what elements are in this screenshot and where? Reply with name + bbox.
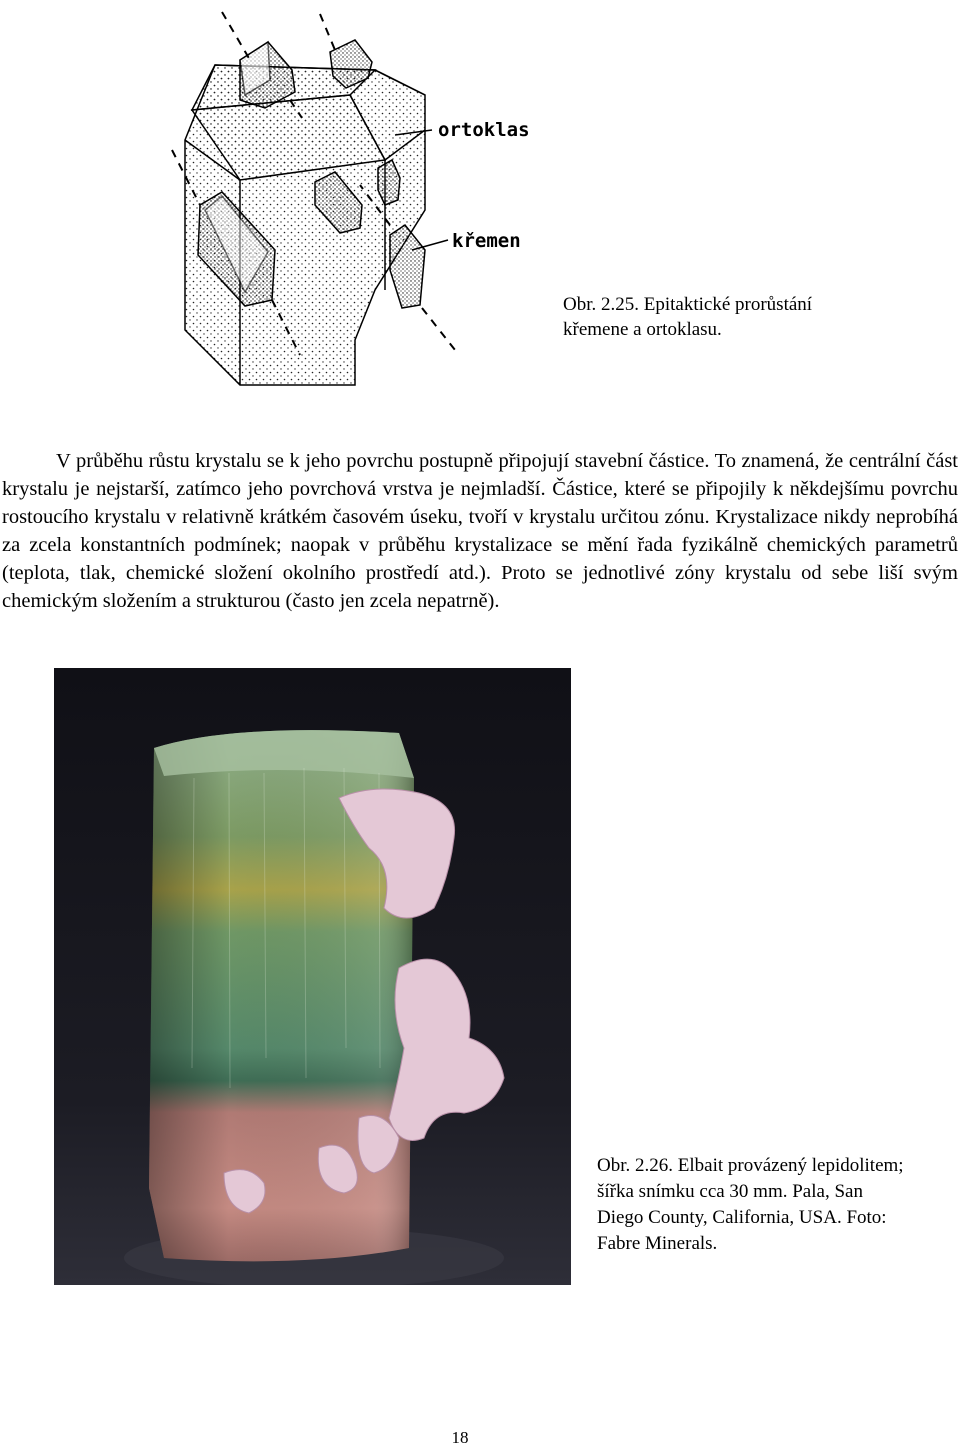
figure2-caption: [597, 1153, 959, 1257]
figure2-caption-line4: Fabre Minerals.: [597, 1233, 718, 1254]
figure1-caption-line2: křemene a ortoklasu.: [563, 319, 722, 340]
quartz-label: křemen: [452, 230, 521, 252]
figure2-caption-line3: Diego County, California, USA. Foto:: [597, 1207, 887, 1228]
orthoclase-quartz-diagram: [150, 0, 570, 390]
figure1-caption: [563, 292, 923, 342]
body-paragraph: V průběhu růstu krystalu se k jeho povrchu postupně připojují stavební částice. To znamená, že centrální část krystalu je nejstarší, zatímco jeho povrchová vrstva je nejmladší. Částice, které se připojily k někdejšímu povrchu rostoucího krystalu v relativně krátkém časovém úseku, tvoří v krystalu určitou zónu. Krystalizace nikdy neprobíhá za zcela konstantních podmínek; naopak v průběhu krystalizace se mění řada fyzikálně chemických parametrů (teplota, tlak, chemické složení okolního prostředí atd.). Proto se jednotlivé zóny krystalu od sebe liší svým chemickým složením a strukturou (často jen zcela nepatrně).: [2, 450, 958, 612]
orthoclase-label: ortoklas: [438, 119, 530, 141]
figure2-caption-line1: Obr. 2.26. Elbait provázený lepidolitem;: [597, 1155, 904, 1176]
elbaite-photo: [54, 668, 571, 1285]
figure2-caption-line2: šířka snímku cca 30 mm. Pala, San: [597, 1181, 863, 1202]
quartz-crystal-right-lower: [390, 225, 425, 308]
figure1-caption-line1: Obr. 2.25. Epitaktické prorůstání: [563, 294, 813, 315]
body-text: [2, 447, 958, 615]
page-number: 18: [451, 1428, 469, 1447]
